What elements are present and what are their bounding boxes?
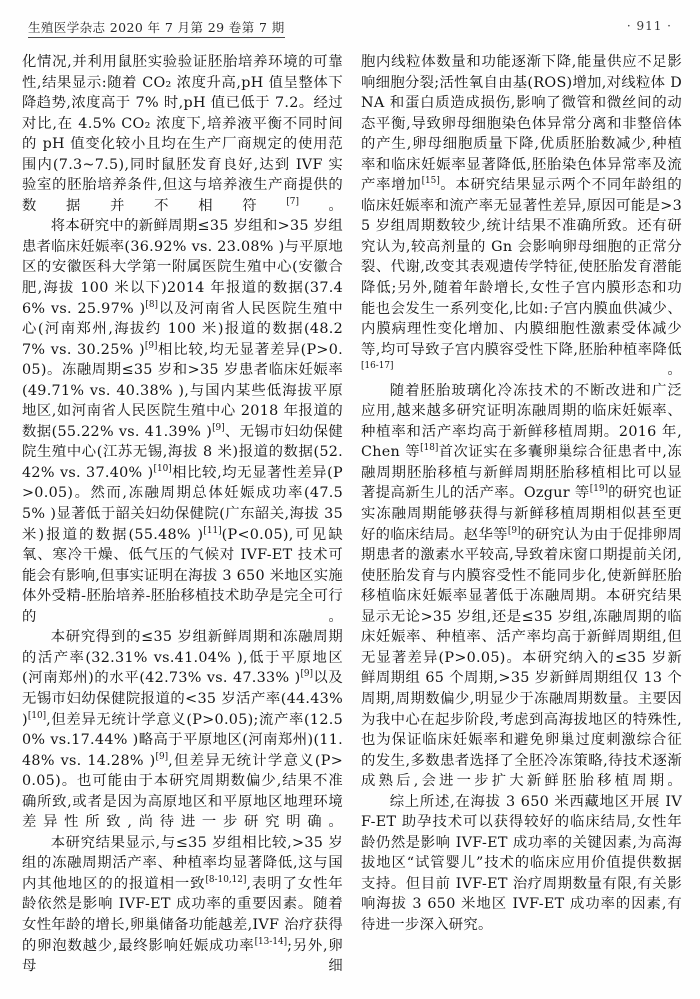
reference-marker: [10] (153, 464, 172, 475)
paragraph-live-birth-rate: 本研究得到的≤35 岁组新鲜周期和冻融周期的活产率(32.31% vs.41.04% ),低于平原地区(河南郑州)的水平(42.73% vs. 47.33% )[9]以及无锡市妇幼保健院报道的<35 岁活产率(44.43% )[10],但差异无统计学意义(P>0.05);流产率(12.50% vs.17.44% )略高于平原地区(河南郑州)(11.48% vs. 14.28% )[9],但差异无统计学意义(P>0.05)。也可能由于本研究周期数偏少,结果不准确所致,或者是因为高原地区和平原地区地理环境差异性所致,尚待进一步研究明确。 (22, 629, 343, 831)
paragraph-vitrification: 随着胚胎玻璃化冷冻技术的不断改进和广泛应用,越来越多研究证明冻融周期的临床妊娠率、种植率和活产率均高于新鲜移植周期。2016 年,Chen 等[18]首次证实在多囊卵巢综合征患者中,冻融周期胚胎移植与新鲜周期胚胎移植相比可以显著提高新生儿的活产率。Ozgur 等[19]的研究也证实冻融周期能够获得与新鲜移植周期相似甚至更好的临床结局。赵华等[9]的研究认为由于促排卵周期患者的激素水平较高,导致着床窗口期提前关闭,使胚胎发育与内膜容受性不能同步化,使新鲜胚胎移植临床妊娠率显著低于冻融周期。本研究结果显示无论>35 岁组,还是≤35 岁组,冻融周期的临床妊娠率、种植率、活产率均高于新鲜周期组,但无显著差异(P>0.05)。本研究纳入的≤35 岁新鲜周期组 65 个周期,>35 岁新鲜周期组仅 13 个周期,周期数偏少,明显少于冻融周期数量。主要因为我中心在起步阶段,考虑到高海拔地区的特殊性,也为保证临床妊娠率和避免卵巢过度刺激综合征的发生,多数患者选择了全胚冷冻策略,待技术逐渐成熟后,会进一步扩大新鲜胚胎移植周期。 (361, 382, 682, 790)
reference-marker: [18] (420, 443, 439, 454)
reference-marker: [9] (507, 525, 521, 536)
reference-marker: [19] (589, 484, 608, 495)
reference-marker: [9] (300, 669, 314, 680)
reference-marker: [8-10,12] (205, 875, 247, 886)
paragraph-culture-verification: 化情况,并利用鼠胚实验验证胚胎培养环境的可靠性,结果显示:随着 CO₂ 浓度升高,pH 值呈整体下降趋势,浓度高于 7% 时,pH 值已低于 7.2。经过对比,在 4.5% CO₂ 浓度下,培养液平衡不同时间的 pH 值变化较小且均在生产厂商规定的使用范围内(7.3~7.5),同时鼠胚发育良好,达到 IVF 实验室的胚胎培养条件,但这与培养液生产商提供的数据并不相符[7]。 (22, 54, 343, 214)
page-folio: · 911 · (626, 19, 672, 33)
left-column (22, 52, 343, 992)
running-head (28, 18, 672, 38)
reference-marker: [9] (144, 340, 158, 351)
running-head-title: 生殖医学杂志 2020 年 7 月第 29 卷第 7 期 (28, 18, 285, 38)
reference-marker: [9] (212, 423, 225, 434)
paragraph-fresh-cycle-pregnancy-rate: 将本研究中的新鲜周期≤35 岁组和>35 岁组患者临床妊娠率(36.92% vs. 23.08% )与平原地区的安徽医科大学第一附属医院生殖中心(安徽合肥,海拔 100 米以下)2014 年报道的数据(37.46% vs. 25.97% )[8]以及河南省人民医院生殖中心(河南郑州,海拔约 100 米)报道的数据(48.27% vs. 30.25% )[9]相比较,均无显著差异(P>0.05)。冻融周期≤35 岁和>35 岁患者临床妊娠率(49.71% vs. 40.38% ),与国内某些低海拔平原地区,如河南省人民医院生殖中心 2018 年报道的数据(55.22% vs. 41.39% )[9]、无锡市妇幼保健院生殖中心(江苏无锡,海拔 8 米)报道的数据(52.42% vs. 37.40% )[10]相比较,均无显著性差异(P>0.05)。然而,冻融周期总体妊娠成功率(47.55% )显著低于韶关妇幼保健院(广东韶关,海拔 35 米)报道的数据(55.48% )[11](P<0.05),可见缺氧、寒冷干燥、低气压的气候对 IVF-ET 技术可能会有影响,但事实证明在海拔 3 650 米地区实施体外受精-胚胎培养-胚胎移植技术助孕是完全可行的。 (22, 218, 343, 625)
reference-marker: [16-17] (361, 361, 394, 372)
reference-marker: [11] (203, 525, 222, 536)
paragraph-conclusion: 综上所述,在海拔 3 650 米西藏地区开展 IVF-ET 助孕技术可以获得较好的临床结局,女性年龄仍然是影响 IVF-ET 成功率的关键因素,为高海拔地区“试管婴儿”技术的临床应用价值提供数据支持。但目前 IVF-ET 治疗周期数量有限,有关影响海拔 3 650 米地区 IVF-ET 成功率的因素,有待进一步深入研究。 (361, 793, 682, 933)
body-columns (22, 52, 682, 992)
reference-marker: [10] (27, 710, 47, 721)
paragraph-mitochondria-continued: 胞内线粒体数量和功能逐渐下降,能量供应不足影响细胞分裂;活性氧自由基(ROS)增加,对线粒体 DNA 和蛋白质造成损伤,影响了微管和微丝间的动态平衡,导致卵母细胞染色体异常分离和非整倍体的产生,卵母细胞质量下降,优质胚胎数减少,种植率和临床妊娠率显著降低,胚胎染色体异常率及流产率增加[15]。本研究结果显示两个不同年龄组的临床妊娠率和流产率无显著性差异,原因可能是>35 岁组周期数较少,统计结果不准确所致。还有研究认为,较高剂量的 Gn 会影响卵母细胞的正常分裂、代谢,改变其表观遗传学特征,使胚胎发育潜能降低;另外,随着年龄增长,女性子宫内膜形态和功能也会发生一系列变化,比如:子宫内膜血供减少、内膜病理性变化增加、内膜细胞性激素受体减少等,均可导致子宫内膜容受性下降,胚胎种植率降低[16-17]。 (361, 54, 682, 379)
paragraph-age-factor: 本研究结果显示,与≤35 岁组相比较,>35 岁组的冻融周期活产率、种植率均显著降低,这与国内其他地区的的报道相一致[8-10,12],表明了女性年龄依然是影响 IVF-ET 成功率的重要因素。随着女性年龄的增长,卵巢储备功能越差,IVF 治疗获得的卵泡数越少,最终影响妊娠成功率[13-14];另外,卵母细 (22, 834, 343, 975)
reference-marker: [9] (155, 751, 169, 762)
reference-marker: [15] (421, 176, 440, 187)
reference-marker: [7] (286, 197, 299, 208)
reference-marker: [13-14] (254, 936, 288, 947)
reference-marker: [8] (145, 299, 158, 310)
right-column (361, 52, 682, 992)
